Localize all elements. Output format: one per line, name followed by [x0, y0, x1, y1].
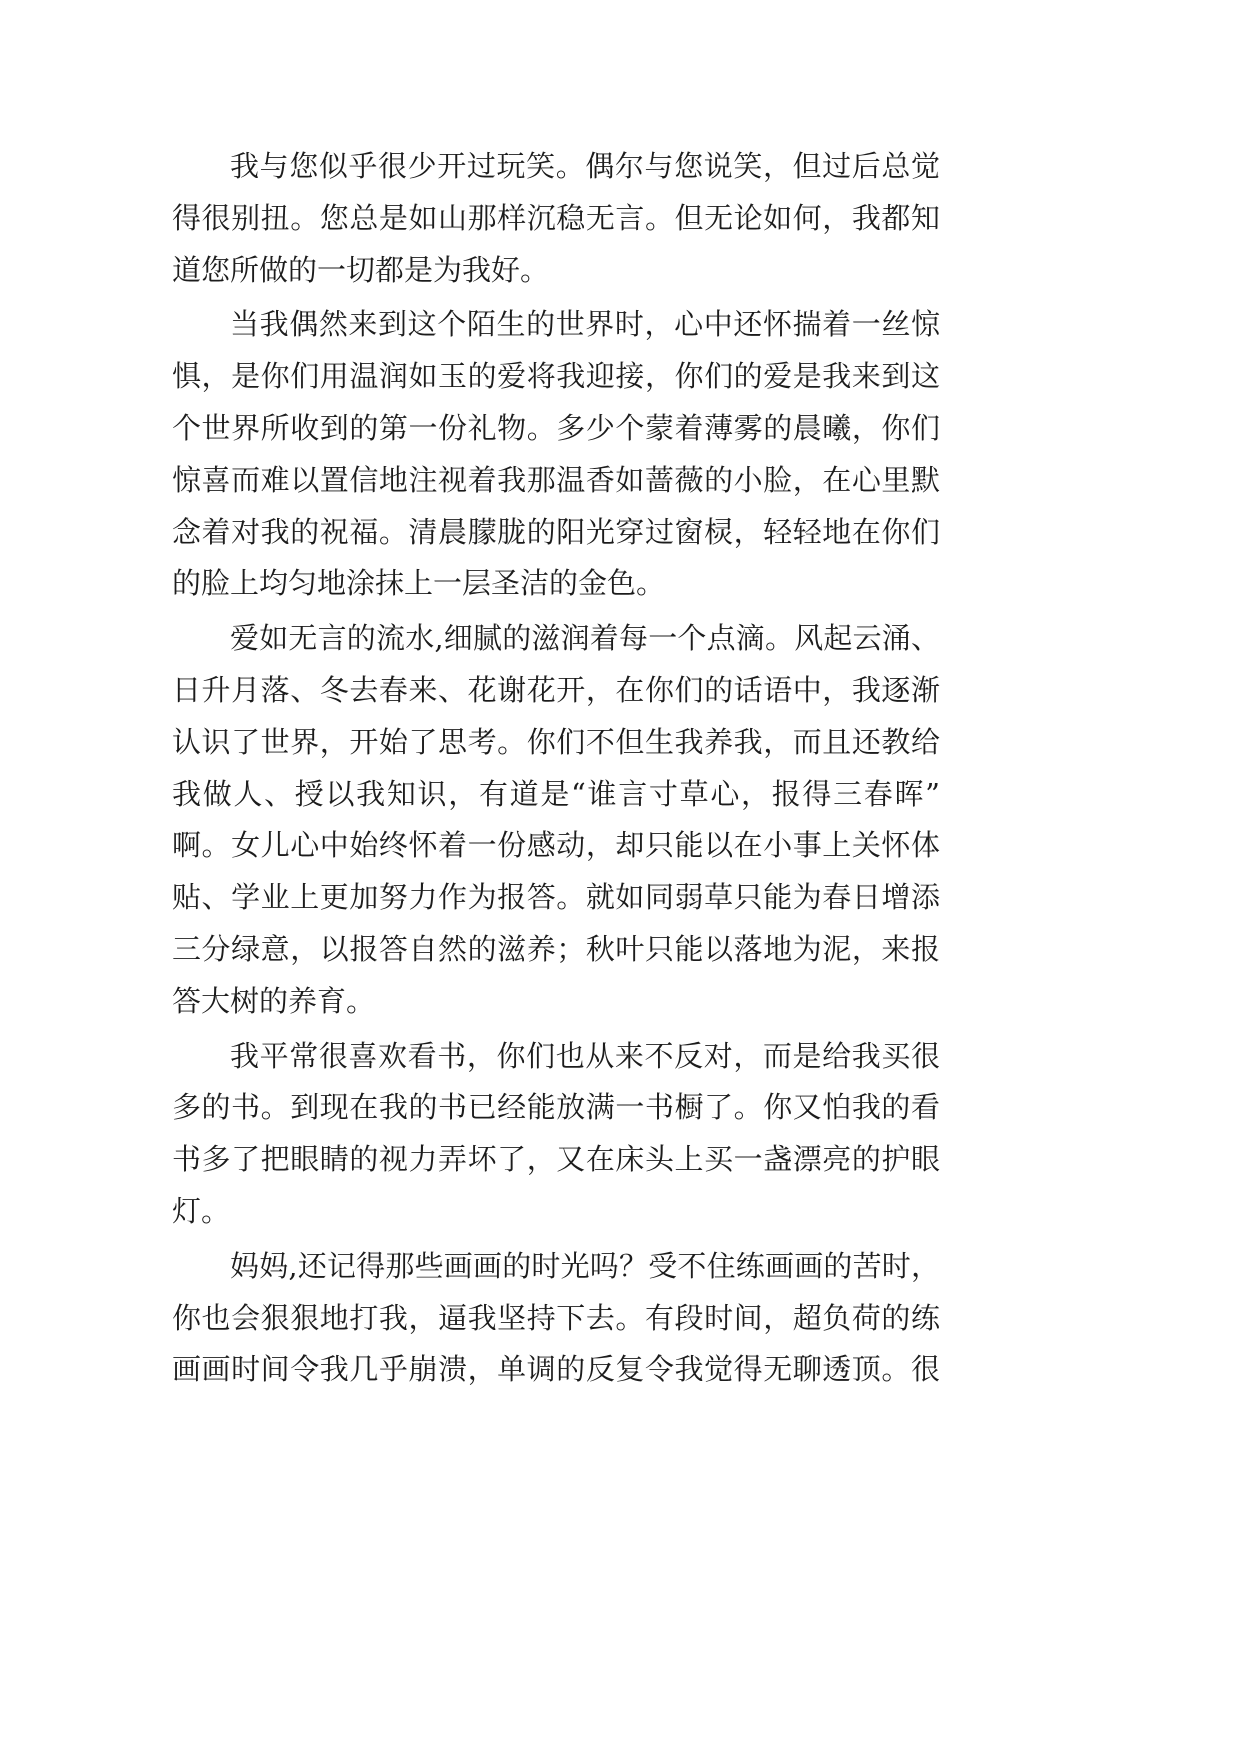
paragraph	[172, 613, 940, 1027]
text-line: 得很别扭。您总是如山那样沉稳无言。但无论如何，我都知	[172, 200, 940, 235]
text-line: 我做人、授以我知识，有道是“谁言寸草心，报得三春晖”	[172, 776, 940, 811]
text-line: 日升月落、冬去春来、花谢花开，在你们的话语中，我逐渐	[172, 672, 940, 707]
text-line: 你也会狠狠地打我，逼我坚持下去。有段时间，超负荷的练	[172, 1300, 940, 1335]
text-line: 惊喜而难以置信地注视着我那温香如蔷薇的小脸，在心里默	[172, 462, 940, 497]
paragraph	[172, 1031, 940, 1238]
text-line: 当我偶然来到这个陌生的世界时，心中还怀揣着一丝惊	[230, 307, 940, 342]
text-line: 书多了把眼睛的视力弄坏了，又在床头上买一盏漂亮的护眼	[172, 1142, 940, 1177]
text-line: 个世界所收到的第一份礼物。多少个蒙着薄雾的晨曦，你们	[172, 410, 940, 445]
text-line: 画画时间令我几乎崩溃，单调的反复令我觉得无聊透顶。很	[172, 1352, 940, 1387]
text-line: 啊。女儿心中始终怀着一份感动，却只能以在小事上关怀体	[172, 828, 940, 863]
paragraph	[172, 1241, 940, 1396]
text-line: 认识了世界，开始了思考。你们不但生我养我，而且还教给	[172, 724, 940, 759]
text-line: 妈妈,还记得那些画画的时光吗？受不住练画画的苦时，	[230, 1248, 940, 1283]
paragraph	[172, 141, 940, 296]
text-line: 多的书。到现在我的书已经能放满一书橱了。你又怕我的看	[172, 1090, 940, 1125]
text-line: 爱如无言的流水,细腻的滋润着每一个点滴。风起云涌、	[230, 621, 940, 656]
text-line: 念着对我的祝福。清晨朦胧的阳光穿过窗棂，轻轻地在你们	[172, 514, 940, 549]
text-line: 道您所做的一切都是为我好。	[172, 252, 550, 287]
body-text	[172, 141, 940, 1396]
text-line: 我平常很喜欢看书，你们也从来不反对，而是给我买很	[230, 1038, 940, 1073]
text-line: 灯。	[172, 1193, 231, 1228]
text-line: 的脸上均匀地涂抹上一层圣洁的金色。	[172, 566, 666, 601]
text-line: 贴、学业上更加努力作为报答。就如同弱草只能为春日增添	[172, 880, 940, 915]
paragraph	[172, 299, 940, 610]
text-line: 三分绿意，以报答自然的滋养；秋叶只能以落地为泥，来报	[172, 931, 940, 966]
text-line: 我与您似乎很少开过玩笑。偶尔与您说笑，但过后总觉	[230, 149, 940, 183]
text-line: 惧，是你们用温润如玉的爱将我迎接，你们的爱是我来到这	[172, 359, 940, 394]
text-line: 答大树的养育。	[172, 983, 376, 1018]
